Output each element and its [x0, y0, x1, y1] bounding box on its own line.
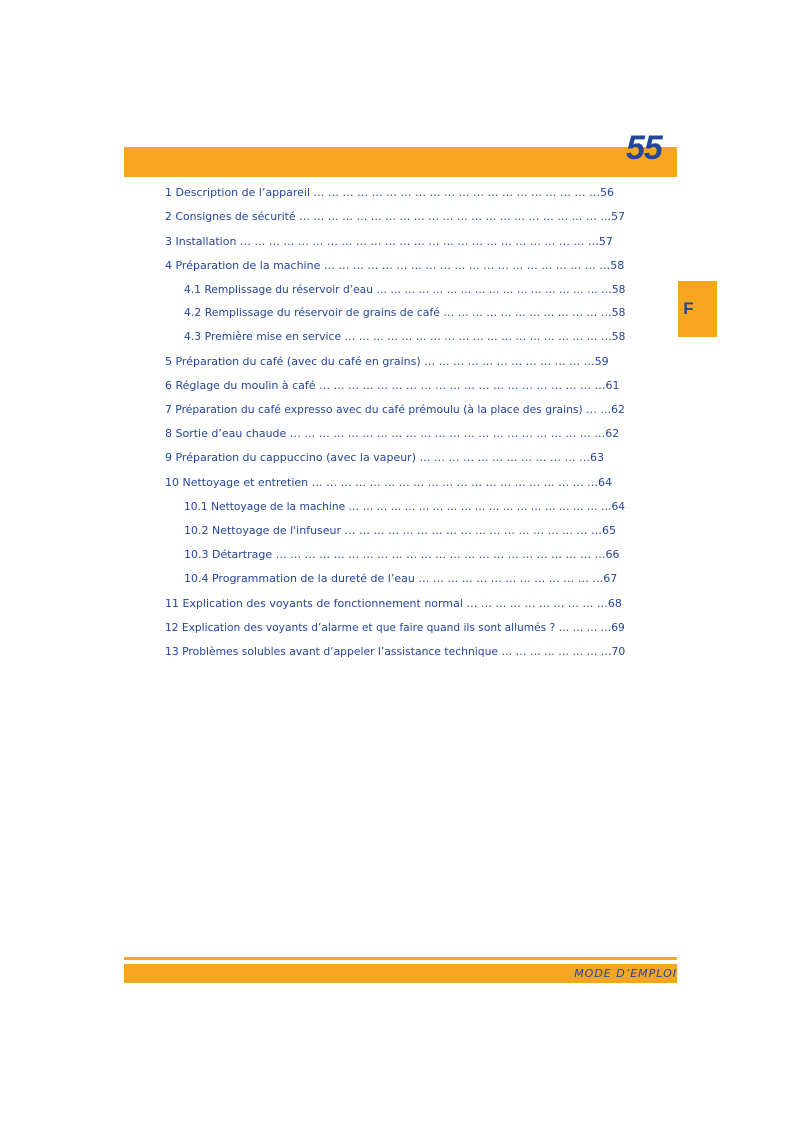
toc-entry-10-3[interactable]: 10.3 Détartrage … … … … … … … … … … … … … … … … … … … … … … …66	[184, 548, 620, 561]
toc-entry-13[interactable]: 13 Problèmes solubles avant d’appeler l’assistance technique … … … … … … … …70	[165, 645, 626, 658]
toc-entry-12[interactable]: 12 Explication des voyants d’alarme et que faire quand ils sont allumés ? … … … …69	[165, 621, 625, 634]
footer-label: MODE D’EMPLOI	[574, 967, 677, 980]
toc-entry-8[interactable]: 8 Sortie d’eau chaude … … … … … … … … … … … … … … … … … … … … … …62	[165, 427, 620, 440]
toc-entry-1[interactable]: 1 Description de l’appareil … … … … … … … … … … … … … … … … … … … …56	[165, 186, 614, 199]
language-tab-letter: F	[683, 299, 694, 318]
toc-entry-4[interactable]: 4 Préparation de la machine … … … … … … … … … … … … … … … … … … … …58	[165, 259, 625, 272]
toc-entry-9[interactable]: 9 Préparation du cappuccino (avec la vapeur) … … … … … … … … … … … …63	[165, 451, 604, 464]
toc-entry-10-4[interactable]: 10.4 Programmation de la dureté de l’eau … … … … … … … … … … … … …67	[184, 572, 618, 585]
toc-entry-4-3[interactable]: 4.3 Première mise en service … … … … … … … … … … … … … … … … … … …58	[184, 330, 626, 343]
toc-entry-4-2[interactable]: 4.2 Remplissage du réservoir de grains de café … … … … … … … … … … … …58	[184, 306, 626, 319]
footer-bar	[124, 964, 677, 983]
toc-entry-11[interactable]: 11 Explication des voyants de fonctionnement normal … … … … … … … … … …68	[165, 597, 622, 610]
toc-entry-6[interactable]: 6 Réglage du moulin à café … … … … … … … … … … … … … … … … … … … …61	[165, 379, 620, 392]
toc-entry-2[interactable]: 2 Consignes de sécurité … … … … … … … … … … … … … … … … … … … … … …57	[165, 210, 625, 223]
toc-entry-10-2[interactable]: 10.2 Nettoyage de l'infuseur … … … … … … … … … … … … … … … … … …65	[184, 524, 616, 537]
toc-entry-5[interactable]: 5 Préparation du café (avec du café en grains) … … … … … … … … … … … …59	[165, 355, 609, 368]
toc-entry-10-1[interactable]: 10.1 Nettoyage de la machine … … … … … … … … … … … … … … … … … … …64	[184, 500, 626, 513]
toc-entry-7[interactable]: 7 Préparation du café expresso avec du café prémoulu (à la place des grains) … …62	[165, 403, 625, 416]
page-number: 55	[626, 129, 662, 167]
toc-entry-4-1[interactable]: 4.1 Remplissage du réservoir d’eau … … … … … … … … … … … … … … … … …58	[184, 283, 626, 296]
footer-divider	[124, 957, 677, 960]
toc-entry-10[interactable]: 10 Nettoyage et entretien … … … … … … … … … … … … … … … … … … … …64	[165, 476, 613, 489]
toc-entry-3[interactable]: 3 Installation … … … … … … … … … … … … … … … … … … … … … … … … …57	[165, 235, 613, 248]
